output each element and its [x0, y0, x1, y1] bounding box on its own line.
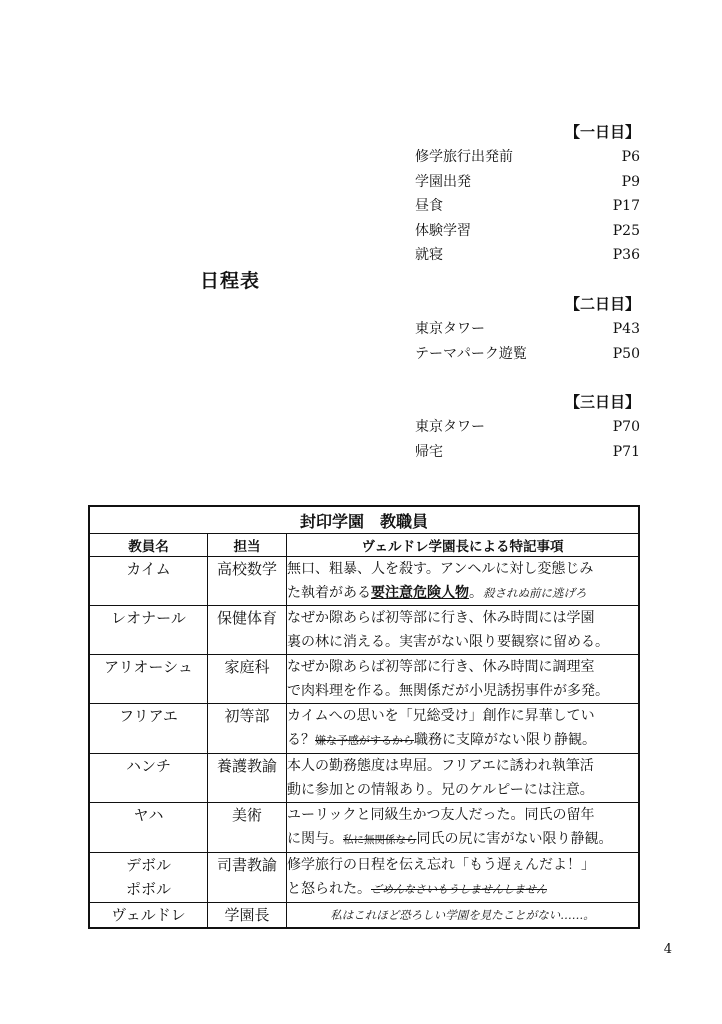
teacher-name: ヴェルドレ: [89, 903, 208, 929]
schedule-item: 東京タワー P70: [415, 419, 640, 435]
schedule-day-2: [415, 291, 640, 366]
danger-warning: 要注意危険人物: [371, 585, 469, 601]
teacher-note: ユーリックと同級生かつ友人だった。同氏の留年 に関与。私に無関係なら同氏の尻に害がない限り静観。: [287, 803, 640, 853]
handwritten-note: 殺されぬ前に逃げろ: [483, 586, 587, 600]
staff-table: [88, 505, 640, 929]
table-row: [89, 655, 639, 704]
table-row: [89, 903, 639, 929]
teacher-subject: 司書教諭: [208, 853, 287, 903]
handwritten-note: 私はこれほど恐ろしい学園を見たことがない……。: [330, 908, 595, 922]
struck-text: ごめんなさいもうしませんしません: [371, 883, 547, 896]
teacher-subject: 美術: [208, 803, 287, 853]
schedule-item: テーマパーク遊覧 P50: [415, 345, 640, 362]
header-notes: ヴェルドレ学園長による特記事項: [287, 534, 640, 557]
teacher-name: カイム: [89, 557, 208, 606]
teacher-subject: 学園長: [208, 903, 287, 929]
teacher-name: ハンチ: [89, 754, 208, 803]
teacher-note: なぜか隙あらば初等部に行き、休み時間に調理室 で肉料理を作る。無関係だが小児誘拐事件が多発。: [287, 655, 640, 704]
schedule-item: 学園出発 P9: [415, 173, 640, 190]
teacher-subject: 初等部: [208, 704, 287, 754]
header-name: 教員名: [89, 534, 208, 557]
table-row: [89, 853, 639, 903]
day-heading: 【二日目】: [564, 295, 640, 313]
teacher-name: レオナール: [89, 606, 208, 655]
teacher-note: 本人の勤務態度は卑屈。フリアエに誘われ執筆活 動に参加との情報あり。兄のケルピーには注意。: [287, 754, 640, 803]
teacher-note: なぜか隙あらば初等部に行き、休み時間には学園 裏の林に消える。実害がない限り要観察に留める。: [287, 606, 640, 655]
teacher-subject: 高校数学: [208, 557, 287, 606]
schedule-item: 体験学習 P25: [415, 222, 640, 239]
schedule-item: 東京タワー P43: [415, 321, 640, 337]
schedule-item: 修学旅行出発前 P6: [415, 149, 640, 165]
schedule-day-1: [415, 119, 640, 268]
teacher-note: [287, 903, 640, 929]
day-heading: 【三日目】: [564, 393, 640, 411]
struck-text: 嫌な予感がするから: [315, 734, 414, 747]
teacher-note: カイムへの思いを「兄総受け」創作に昇華してい る？嫌な予感がするから職務に支障がない限り静観。: [287, 704, 640, 754]
teacher-subject: 家庭科: [208, 655, 287, 704]
schedule-item: 昼食 P17: [415, 198, 640, 214]
schedule-day-3: [415, 389, 640, 464]
page-number: 4: [663, 942, 672, 957]
table-row: [89, 557, 639, 606]
teacher-name: デボル ポボル: [89, 853, 208, 903]
table-row: [89, 606, 639, 655]
teacher-subject: 養護教諭: [208, 754, 287, 803]
page-title: 日程表: [200, 270, 261, 292]
header-subject: 担当: [208, 534, 287, 557]
struck-text: 私に無関係なら: [343, 834, 417, 846]
schedule-item: 帰宅 P71: [415, 443, 640, 460]
day-heading: 【一日目】: [564, 123, 640, 141]
teacher-note: 修学旅行の日程を伝え忘れ「もう遅ぇんだよ！」 と怒られた。ごめんなさいもうしませんしません: [287, 853, 640, 903]
teacher-name: ヤハ: [89, 803, 208, 853]
table-row: [89, 704, 639, 754]
teacher-subject: 保健体育: [208, 606, 287, 655]
teacher-name: アリオーシュ: [89, 655, 208, 704]
table-caption: 封印学園 教職員: [89, 506, 639, 534]
teacher-note: 無口、粗暴、人を殺す。アンヘルに対し変態じみ た執着がある要注意危険人物。殺されぬ前に逃げろ: [287, 557, 640, 606]
table-row: [89, 803, 639, 853]
teacher-name: フリアエ: [89, 704, 208, 754]
table-row: [89, 754, 639, 803]
schedule-item: 就寝 P36: [415, 247, 640, 263]
